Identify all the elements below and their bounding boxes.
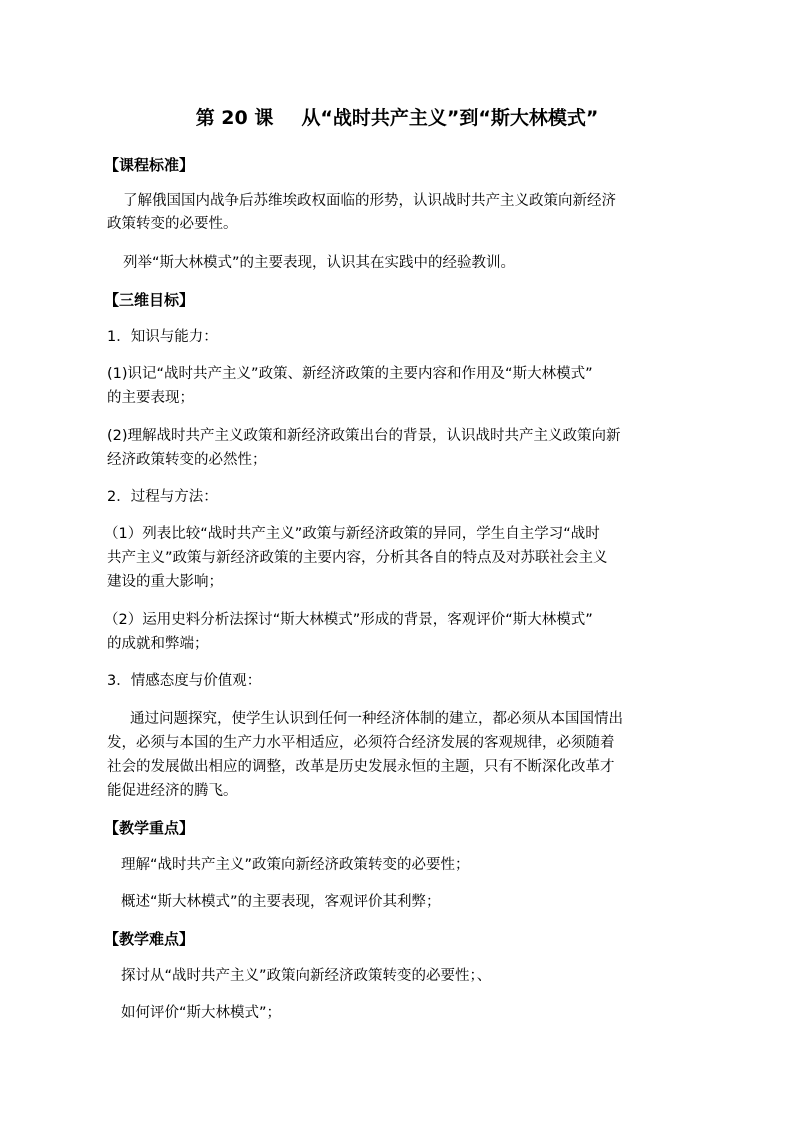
paragraph-line: (2)理解战时共产主义政策和新经济政策出台的背景，认识战时共产主义政策向新 [107,428,621,444]
paragraph-line: 探讨从“战时共产主义”政策向新经济政策转变的必要性；、 [121,968,492,984]
paragraph-line: 共产主义”政策与新经济政策的主要内容，分析其各自的特点及对苏联社会主义 [107,550,608,566]
paragraph-line: （2）运用史料分析法探讨“斯大林模式”形成的背景，客观评价“斯大林模式” [104,612,593,628]
paragraph-line: (1)识记“战时共产主义”政策、新经济政策的主要内容和作用及“斯大林模式” [107,366,593,382]
paragraph-line: 能促进经济的腾飞。 [107,783,238,799]
paragraph-line: 1．知识与能力： [107,329,218,345]
paragraph-line: 经济政策转变的必然性； [107,452,267,468]
paragraph-line: 3．情感态度与价值观： [107,673,262,689]
paragraph-line: 政策转变的必要性。 [107,216,238,232]
paragraph-line: 通过问题探究，使学生认识到任何一种经济体制的建立，都必须从本国国情出 [130,711,623,727]
lesson-title: 从“战时共产主义”到“斯大林模式” [301,107,599,129]
paragraph-line: 发，必须与本国的生产力水平相适应，必须符合经济发展的客观规律，必须随着 [107,735,615,751]
section-heading-course-standard: 【课程标准】 [104,156,195,174]
paragraph-line: 列举“斯大林模式”的主要表现，认识其在实践中的经验教训。 [123,255,516,271]
paragraph-line: 了解俄国国内战争后苏维埃政权面临的形势，认识战时共产主义政策向新经济 [123,193,616,209]
page-title [0,106,794,130]
paragraph-line: 理解“战时共产主义”政策向新经济政策转变的必要性； [121,857,470,873]
paragraph-line: 的成就和弊端； [107,636,209,652]
section-heading-difficult-points: 【教学难点】 [104,930,195,948]
lesson-number: 第 20 课 [195,107,274,129]
paragraph-line: （1）列表比较“战时共产主义”政策与新经济政策的异同，学生自主学习“战时 [104,526,600,542]
paragraph-line: 概述“斯大林模式”的主要表现，客观评价其利弊； [121,894,441,910]
section-heading-key-points: 【教学重点】 [104,819,195,837]
paragraph-line: 2．过程与方法： [107,489,218,505]
paragraph-line: 建设的重大影响； [107,574,223,590]
paragraph-line: 社会的发展做出相应的调整，改革是历史发展永恒的主题，只有不断深化改革才 [107,759,615,775]
paragraph-line: 的主要表现； [107,390,194,406]
paragraph-line: 如何评价“斯大林模式”； [121,1005,282,1021]
section-heading-three-goals: 【三维目标】 [104,291,195,309]
